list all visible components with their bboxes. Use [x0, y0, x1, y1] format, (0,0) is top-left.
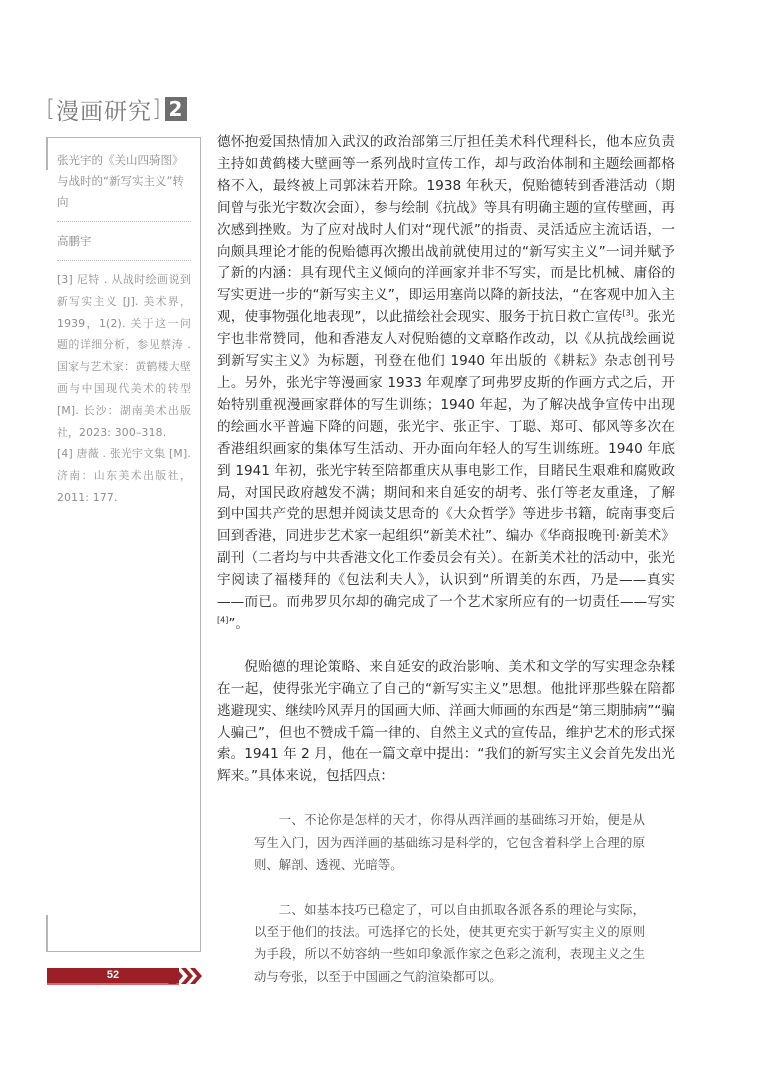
dotted-divider — [57, 260, 191, 261]
reference-item: [4] 唐薇 . 张光宇文集 [M]. 济南：山东美术出版社，2011: 177. — [57, 447, 191, 504]
sidebar-box — [47, 137, 201, 952]
main-body — [217, 132, 675, 988]
body-paragraph: 倪贻德的理论策略、来自延安的政治影响、美术和文学的写实理念杂糅在一起，使得张光宇确立了自己的“新写实主义”思想。他批评那些躲在陪都逃避现实、继续吟风弄月的国画大师、洋画大师画的东西是“第三期肺病”“骗人骗己”，但也不赞成千篇一律的、自然主义式的宣传品，维护艺术的形式探索。1941 年 2 月，他在一篇文章中提出：“我们的新写实主义会首先发出光辉来。”具体来说，包括四点： — [217, 658, 675, 785]
reference-item: [3] 尼特 . 从战时绘画说到新写实主义 [J]. 美术界，1939，1(2). 关于这一问题的详细分析，参见蔡涛 . 国家与艺术家：黄鹤楼大壁画与中国现代美术的转型 [M]. 长沙：湖南美术出版社，2023: 300–318. — [57, 273, 191, 439]
paragraph-text: 德怀抱爱国热情加入武汉的政治部第三厅担任美术科代理科长，他本应负责主持如黄鹤楼大壁画等一系列战时宣传工作，却与政治体制和主题绘画都格格不入，最终被上司郭沫若开除。1938 年秋天，倪贻德转到香港活动（期间曾与张光宇数次会面），参与绘制《抗战》等具有明确主题的宣传壁画，再次感到挫败。为了应对战时人们对“现代派”的指责、灵活适应主流话语，一向颇具理论才能的倪贻德再次搬出战前就使用过的“新写实主义”一词并赋予了新的内涵：具有现代主义倾向的洋画家并非不写实，而是比机械、庸俗的写实更进一步的“新写实主义”，即运用塞尚以降的新技法，“在客观中加入主观，使事物强化地表现”，以此描绘社会现实、服务于抗日救亡宣传 — [217, 134, 675, 326]
section-number-badge: 2 — [165, 97, 187, 121]
section-title: 漫画研究 — [55, 98, 152, 125]
body-paragraph — [217, 132, 675, 636]
page-number: 52 — [106, 969, 120, 981]
quote-paragraph: 一、不论你是怎样的天才，你得从西洋画的基础练习开始，便是从写生入门，因为西洋画的基础练习是科学的，它包含着科学上合理的原则、解剖、透视、光暗等。 — [254, 812, 645, 873]
author-name: 高鹏宇 — [57, 234, 92, 248]
section-header — [46, 94, 187, 124]
footnote-ref[interactable]: [3] — [622, 308, 634, 318]
chevrons-icon — [168, 968, 210, 985]
paragraph-text: 。张光宇也非常赞同，他和香港友人对倪贻德的文章略作改动，以《从抗战绘画说到新写实主义》为标题，刊登在他们 1940 年出版的《耕耘》杂志创刊号上。另外，张光宇等漫画家 1933 年观摩了珂弗罗皮斯的作画方式之后，开始特别重视漫画家群体的写生训练；1940 年起，为了解决战争宣传中出现的绘画水平普遍下降的问题，张光宇、张正宇、丁聪、郑可、郁风等多次在香港组织画家的集体写生活动、开办面向年轻人的写生训练班。1940 年底到 1941 年初，张光宇转至陪都重庆从事电影工作，目睹民生艰难和腐败政局，对国民政府越发不满；期间和来自延安的胡考、张仃等老友重逢，了解到中国共产党的思想并阅读艾思奇的《大众哲学》等进步书籍，皖南事变后回到香港，同进步艺术家一起组织“新美术社”、编办《华商报晚刊·新美术》副刊（二者均与中共香港文化工作委员会有关）。在新美术社的活动中，张光宇阅读了福楼拜的《包法利夫人》，认识到“所谓美的东西，乃是——真实——而已。而弗罗贝尔却的确完成了一个艺术家所应有的一切责任——写实 — [217, 309, 675, 611]
page-footer — [47, 968, 201, 985]
sidebar-border-accent-top — [46, 137, 48, 170]
sidebar-border-accent-bottom — [46, 915, 48, 952]
sidebar-content — [57, 150, 191, 509]
open-bracket: [ — [46, 96, 56, 122]
paragraph-text: ”。 — [228, 615, 249, 632]
article-title: 张光宇的《关山四骑图》与战时的“新写实主义”转向 — [57, 153, 184, 209]
references — [57, 269, 191, 509]
quote-paragraph: 二、如基本技巧已稳定了，可以自由抓取各派各系的理论与实际，以至于他们的技法。可选择它的长处，使其更充实于新写实主义的原则为手段，所以不妨容纳一些如印象派作家之色彩之流利，表现主义之生动与夸张，以至于中国画之气韵渲染都可以。 — [254, 901, 645, 984]
footnote-ref[interactable]: [4] — [217, 615, 229, 625]
close-bracket: ] — [151, 96, 162, 122]
block-quote — [217, 809, 675, 988]
dotted-divider — [57, 221, 191, 222]
